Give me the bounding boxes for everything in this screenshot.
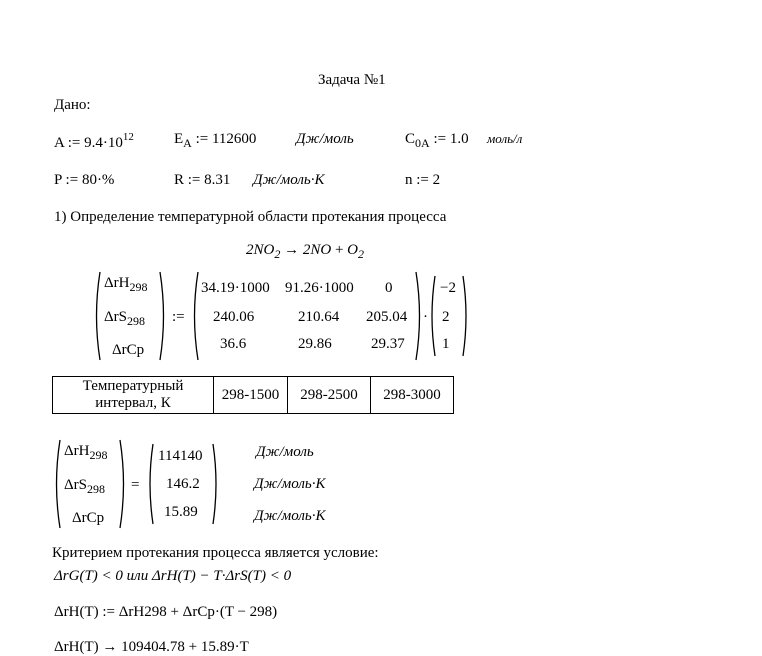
- matrix-cell: 240.06: [213, 309, 255, 325]
- task-title: Задача №1: [318, 72, 386, 88]
- lhs-row-dCp: ΔrCp: [112, 342, 145, 358]
- result-value: 114140: [158, 448, 203, 464]
- matrix-cell: 34.19·1000: [201, 280, 270, 296]
- result-row-dH: ΔrH$_{298}$: [64, 443, 108, 462]
- result-row-dS: ΔrS$_{298}$: [64, 477, 105, 496]
- lhs-row-dS: ΔrS$_{298}$: [104, 309, 145, 328]
- table-cell: 298-3000: [371, 377, 454, 414]
- table-cell: 298-1500: [214, 377, 288, 414]
- dH-definition: ΔrH(T) := ΔrH298 + ΔrCp·(T − 298): [54, 604, 278, 620]
- multiply-dot: ·: [423, 309, 428, 325]
- coef-cell: 2: [442, 309, 450, 325]
- given-EA: $E_A$ := 112600: [174, 131, 257, 150]
- matrix-cell: 29.37: [371, 336, 405, 352]
- given-n: n := 2: [405, 172, 441, 188]
- coef-cell: −2: [440, 280, 456, 296]
- given-R-unit: Дж/моль·К: [253, 172, 325, 188]
- result-unit: Дж/моль·К: [254, 476, 326, 492]
- criterion-formula: ΔrG(T) < 0 или ΔrH(T) − T·ΔrS(T) < 0: [54, 568, 292, 584]
- given-C0A-unit: моль/л: [487, 131, 523, 146]
- given-label: Дано:: [54, 97, 91, 113]
- result-value: 146.2: [166, 476, 200, 492]
- table-cell: 298-2500: [288, 377, 371, 414]
- given-P: P := 80·%: [54, 172, 115, 188]
- matrix-cell: 210.64: [298, 309, 340, 325]
- temperature-interval-table: [52, 376, 454, 414]
- matrix-cell: 29.86: [298, 336, 332, 352]
- matrix-cell: 36.6: [220, 336, 247, 352]
- given-EA-unit: Дж/моль: [296, 131, 354, 147]
- result-value: 15.89: [164, 504, 198, 520]
- section-1-heading: 1) Определение температурной области протекания процесса: [54, 209, 447, 225]
- dH-result-partial: ΔrH(T) → 109404.78 + 15.89·T: [54, 639, 249, 655]
- equals-operator: =: [131, 477, 140, 493]
- matrix-cell: 205.04: [366, 309, 408, 325]
- criterion-text: Критерием протекания процесса является условие:: [52, 545, 379, 561]
- table-header-cell: Температурный интервал, К: [53, 377, 214, 414]
- given-A: A := $9.4\cdot 10^{12}$: [54, 131, 134, 151]
- given-R: R := 8.31: [174, 172, 231, 188]
- assign-operator: :=: [172, 309, 185, 325]
- coef-cell: 1: [442, 336, 450, 352]
- given-C0A: $C_{0A}$ := 1.0: [405, 131, 469, 150]
- result-unit: Дж/моль·К: [254, 508, 326, 524]
- matrix-cell: 91.26·1000: [285, 280, 354, 296]
- result-unit: Дж/моль: [256, 444, 314, 460]
- reaction-equation: $2NO_2 \to 2NO + O_2$: [246, 242, 364, 261]
- lhs-row-dH: ΔrH$_{298}$: [104, 275, 148, 294]
- matrix-cell: 0: [385, 280, 393, 296]
- result-row-dCp: ΔrCp: [72, 510, 105, 526]
